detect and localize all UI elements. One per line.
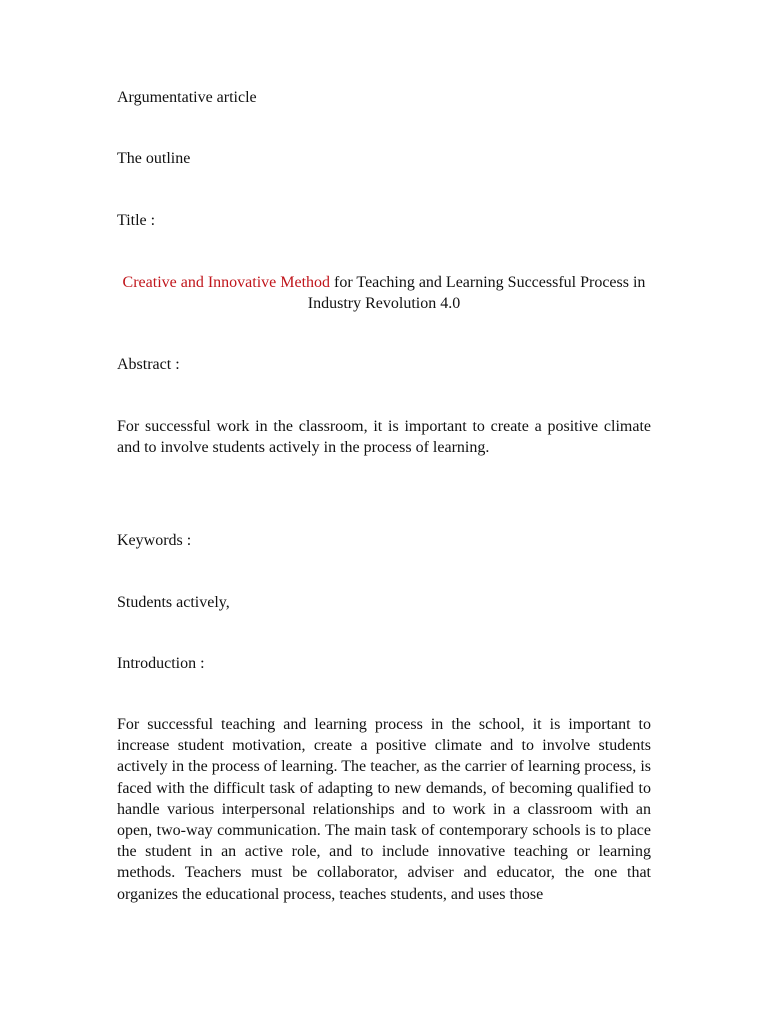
article-title: [117, 272, 651, 314]
title-label: Title :: [117, 212, 156, 229]
keywords-label: Keywords :: [117, 532, 192, 549]
introduction-paragraph: For successful teaching and learning process in the school, it is important to increase student motivation, create a positive climate and to involve students actively in the process of learning. The teacher, as the carrier of learning process, is faced with the difficult task of adapting to new demands, of becoming qualified to handle various interpersonal relationships and to work in a classroom with an open, two-way communication. The main task of contemporary schools is to place the student in an active role, and to include innovative teaching or learning methods. Teachers must be collaborator, adviser and educator, the one that organizes the educational process, teaches students, and uses those: [117, 716, 651, 903]
document-type-heading: Argumentative article: [117, 89, 257, 106]
article-title-rest: for Teaching and Learning Successful Process in Industry Revolution 4.0: [307, 274, 646, 312]
abstract-label: Abstract :: [117, 356, 180, 373]
abstract-paragraph: For successful work in the classroom, it is important to create a positive climate and to involve students actively in the process of learning.: [117, 418, 651, 457]
outline-heading: The outline: [117, 150, 191, 167]
introduction-label: Introduction :: [117, 655, 205, 672]
keywords-text: Students actively,: [117, 594, 230, 611]
article-title-highlight: Creative and Innovative Method: [122, 274, 331, 291]
